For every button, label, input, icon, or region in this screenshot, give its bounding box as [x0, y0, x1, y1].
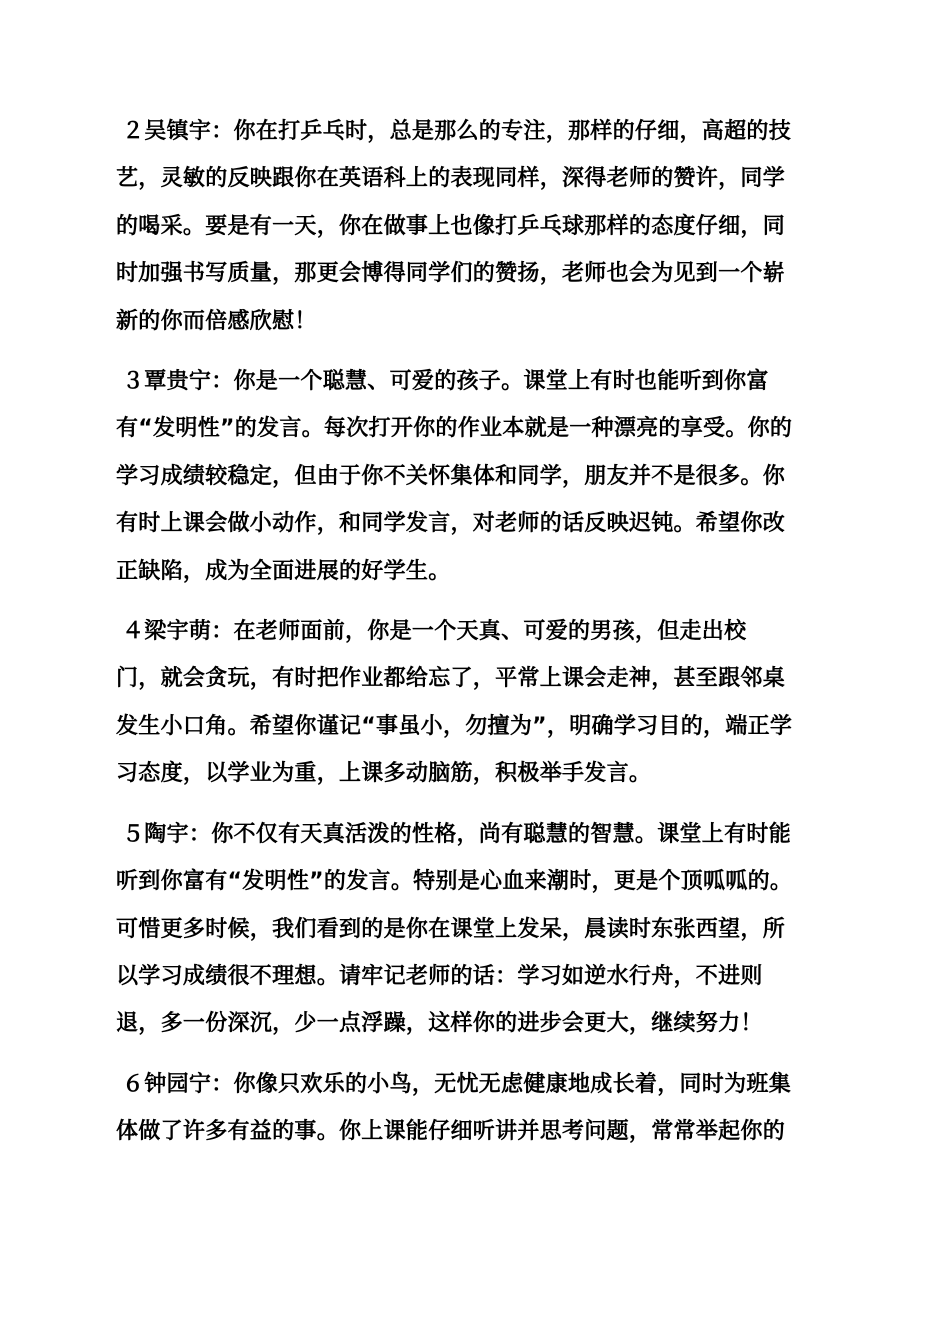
- document-body: [116, 108, 836, 1169]
- text-line: 退，多一份深沉，少一点浮躁，这样你的进步会更大，继续努力！: [116, 1011, 763, 1037]
- text-line: 可惜更多时候，我们看到的是你在课堂上发呆，晨读时东张西望，所: [116, 916, 786, 942]
- text-line: 学习成绩较稳定，但由于你不关怀集体和同学，朋友并不是很多。你: [116, 463, 786, 489]
- text-line: 发生小口角。希望你谨记“事虽小，勿擅为”，明确学习目的，端正学: [116, 713, 793, 739]
- text-line: 以学习成绩很不理想。请牢记老师的话：学习如逆水行舟，不进则: [116, 963, 763, 989]
- comment-paragraph-2: [116, 108, 836, 345]
- text-line: 艺，灵敏的反映跟你在英语科上的表现同样，深得老师的赞许，同学: [116, 166, 786, 192]
- text-line: 习态度，以学业为重，上课多动脑筋，积极举手发言。: [116, 761, 652, 787]
- text-line: ５陶宇：你不仅有天真活泼的性格，尚有聪慧的智慧。课堂上有时能: [122, 821, 792, 847]
- text-line: ４梁宇萌：在老师面前，你是一个天真、可爱的男孩，但走出校: [122, 619, 747, 645]
- text-line: ２吴镇宇：你在打乒乓时，总是那么的专注，那样的仔细，高超的技: [122, 119, 792, 144]
- comment-paragraph-5: [116, 811, 836, 1048]
- text-line: 的喝采。要是有一天，你在做事上也像打乒乓球那样的态度仔细，同: [116, 213, 786, 239]
- comment-paragraph-4: [116, 608, 836, 798]
- text-line: ６钟园宁：你像只欢乐的小鸟，无忧无虑健康地成长着，同时为班集: [122, 1071, 792, 1097]
- comment-paragraph-6: [116, 1061, 836, 1156]
- text-line: ３覃贵宁：你是一个聪慧、可爱的孩子。课堂上有时也能听到你富: [122, 369, 769, 395]
- text-line: 体做了许多有益的事。你上课能仔细听讲并思考问题，常常举起你的: [116, 1119, 786, 1145]
- text-line: 正缺陷，成为全面进展的好学生。: [116, 558, 451, 584]
- text-line: 有“发明性”的发言。每次打开你的作业本就是一种漂亮的享受。你的: [116, 416, 793, 442]
- text-line: 时加强书写质量，那更会博得同学们的赞扬，老师也会为见到一个崭: [116, 261, 786, 287]
- text-line: 有时上课会做小动作，和同学发言，对老师的话反映迟钝。希望你改: [116, 511, 786, 537]
- text-line: 门，就会贪玩，有时把作业都给忘了，平常上课会走神，甚至跟邻桌: [116, 666, 786, 692]
- comment-paragraph-3: [116, 358, 836, 595]
- text-line: 听到你富有“发明性”的发言。特别是心血来潮时，更是个顶呱呱的。: [116, 869, 793, 895]
- text-line: 新的你而倍感欣慰！: [116, 308, 317, 334]
